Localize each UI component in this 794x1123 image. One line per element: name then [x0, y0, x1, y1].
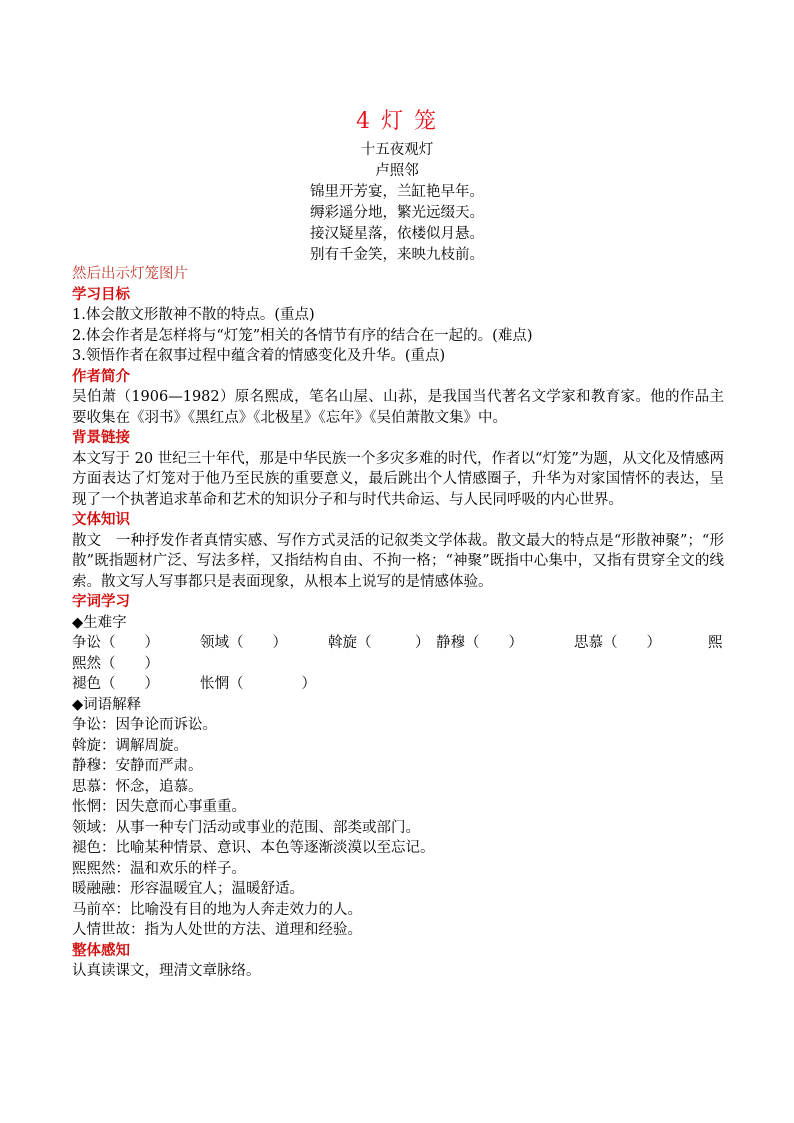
- explanation-item: 熙熙然：温和欢乐的样子。: [72, 860, 246, 877]
- explanation-item: 暖融融：形容温暖宜人；温暖舒适。: [72, 881, 304, 897]
- page-title: 4 灯 笼: [356, 109, 438, 134]
- vocab-heading: 字词学习: [72, 593, 130, 610]
- goal-item: 2.体会作者是怎样将与“灯笼”相关的各情节有序的结合在一起的。(难点): [72, 327, 533, 344]
- hard-words-heading: ◆生难字: [72, 614, 127, 631]
- word-blank: 褪色（ ）: [72, 676, 159, 692]
- explanation-item: 静穆：安静而严肃。: [72, 758, 203, 774]
- explanation-item: 思慕：怀念，追慕。: [72, 778, 203, 795]
- poem-line: 别有千金笑，来映九枝前。: [310, 247, 484, 263]
- word-blank: 怅惘（ ）: [200, 676, 316, 692]
- explanation-item: 马前卒：比喻没有目的地为人奔走效力的人。: [72, 901, 362, 918]
- poem-author: 卢照邻: [375, 163, 419, 179]
- explanation-item: 争讼：因争论而诉讼。: [72, 717, 217, 733]
- poem-title: 十五夜观灯: [360, 142, 434, 158]
- goal-item: 1.体会散文形散神不散的特点。(重点): [72, 307, 315, 323]
- genre-text: 散文 一种抒发作者真情实感、写作方式灵活的记叙类文学体裁。散文最大的特点是“形散神聚”；“形散”既指题材广泛、写法多样，又指结构自由、不拘一格；“神聚”既指中心集中，又指有贯穿全文的线索。散文写人写事都只是表面现象，从根本上说写的是情感体验。: [72, 532, 724, 590]
- poem-line: 缛彩遥分地，繁光远缀天。: [310, 205, 484, 221]
- explanation-item: 褪色：比喻某种情景、意识、本色等逐渐淡漠以至忘记。: [72, 840, 435, 856]
- goals-heading: 学习目标: [72, 285, 130, 303]
- explanation-item: 人情世故：指为人处世的方法、道理和经验。: [72, 922, 362, 938]
- intro-note: 然后出示灯笼图片: [72, 266, 188, 282]
- word-blank: 熙: [708, 635, 723, 651]
- word-blank: 熙然（ ）: [72, 655, 159, 672]
- goal-item: 3.领悟作者在叙事过程中蕴含着的情感变化及升华。(重点): [72, 348, 446, 364]
- hard-words-row: [72, 633, 724, 654]
- hard-words-row: [72, 674, 724, 695]
- word-blank: 领域（ ）: [200, 635, 287, 651]
- word-blank: 思慕（ ）: [574, 635, 661, 651]
- background-heading: 背景链接: [72, 429, 130, 446]
- word-blank: 静穆（ ）: [436, 635, 523, 651]
- overall-text: 认真读课文，理清文章脉络。: [72, 963, 261, 979]
- genre-heading: 文体知识: [72, 511, 130, 528]
- explanation-item: 怅惘：因失意而心事重重。: [72, 799, 246, 815]
- author-text: 吴伯萧（1906—1982）原名熙成，笔名山屋、山荪，是我国当代著名文学家和教育家。他的作品主要收集在《羽书》《黑红点》《北极星》《忘年》《吴伯萧散文集》中。: [72, 389, 724, 426]
- overall-heading: 整体感知: [72, 941, 130, 959]
- author-heading: 作者简介: [72, 367, 130, 385]
- lesson-content: [72, 264, 724, 982]
- poem-line: 锦里开芳宴，兰缸艳早年。: [310, 184, 484, 200]
- explanation-item: 斡旋：调解周旋。: [72, 737, 188, 754]
- poem-block: [0, 140, 794, 266]
- explanation-item: 领域：从事一种专门活动或事业的范围、部类或部门。: [72, 819, 420, 836]
- word-blank: 争讼（ ）: [72, 635, 159, 651]
- explanations-heading: ◆词语解释: [72, 696, 142, 713]
- word-blank: 斡旋（ ）: [328, 635, 430, 651]
- poem-line: 接汉疑星落，依楼似月悬。: [310, 226, 484, 242]
- background-text: 本文写于 20 世纪三十年代，那是中华民族一个多灾多难的时代，作者以“灯笼”为题，从文化及情感两方面表达了灯笼对于他乃至民族的重要意义，最后跳出个人情感圈子，升华为对家国情怀的表达，呈现了一个执著追求革命和艺术的知识分子和与时代共命运、与人民同呼吸的内心世界。: [72, 450, 724, 508]
